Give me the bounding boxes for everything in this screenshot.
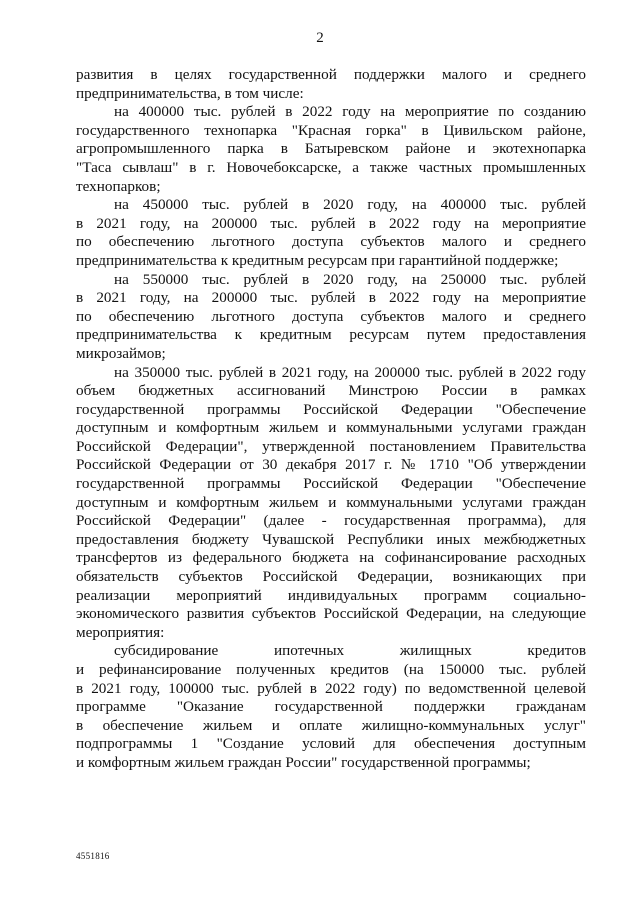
- text-line: доступным и комфортным жильем и коммунальными услугами граждан: [76, 493, 586, 511]
- page-number: 2: [316, 30, 324, 46]
- text-line: предпринимательства к кредитным ресурсам путем предоставления: [76, 326, 586, 344]
- text-line: технопарков;: [76, 177, 161, 195]
- text-line: Российской Федерации", утвержденной постановлением Правительства: [76, 437, 586, 455]
- text-line: и рефинансирование полученных кредитов (на 150000 тыс. рублей: [76, 661, 586, 678]
- text-line: объем бюджетных ассигнований Минстрою России в рамках: [76, 382, 586, 400]
- text-line: предоставления бюджету Чувашской Республики иных межбюджетных: [76, 530, 586, 548]
- text-line: Российской Федерации от 30 декабря 2017 г. № 1710 "Об утверждении: [76, 456, 586, 474]
- text-line: и комфортным жильем граждан России" государственной программы;: [76, 753, 531, 771]
- text-line: на 550000 тыс. рублей в 2020 году, на 250000 тыс. рублей: [114, 270, 586, 288]
- text-line: в обеспечение жильем и оплате жилищно-коммунальных услуг": [76, 716, 586, 734]
- text-line: предпринимательства к кредитным ресурсам при гарантийной поддержке;: [76, 251, 559, 269]
- text-line: в 2021 году, 100000 тыс. рублей в 2022 году) по ведомственной целевой: [76, 679, 586, 697]
- paragraph-intro: [76, 66, 586, 103]
- paragraph-technopark: [76, 103, 586, 196]
- text-line: микрозаймов;: [76, 344, 166, 362]
- paragraph-mortgage-subsidy: [76, 642, 586, 772]
- text-line: доступным и комфортным жильем и коммунальными услугами граждан: [76, 419, 586, 437]
- text-line: по обеспечению льготного доступа субъектов малого и среднего: [76, 233, 586, 251]
- text-line: на 350000 тыс. рублей в 2021 году, на 200000 тыс. рублей в 2022 году: [114, 363, 586, 381]
- text-line: на 400000 тыс. рублей в 2022 году на мероприятие по созданию: [114, 103, 586, 121]
- text-line: реализации мероприятий индивидуальных программ социально-: [76, 586, 586, 604]
- text-line: в 2021 году, на 200000 тыс. рублей в 2022 году на мероприятие: [76, 214, 586, 232]
- text-line: в 2021 году, на 200000 тыс. рублей в 2022 году на мероприятие: [76, 289, 586, 307]
- text-line: развития в целях государственной поддержки малого и среднего: [76, 66, 586, 83]
- text-line: на 450000 тыс. рублей в 2020 году, на 400000 тыс. рублей: [114, 196, 586, 214]
- text-line: предпринимательства, в том числе:: [76, 84, 304, 102]
- text-line: трансфертов из федерального бюджета на софинансирование расходных: [76, 549, 586, 567]
- text-line: субсидирование ипотечных жилищных кредитов: [114, 642, 586, 660]
- text-line: подпрограммы 1 "Создание условий для обеспечения доступным: [76, 735, 586, 753]
- document-code: 4551816: [76, 851, 110, 861]
- text-line: государственной программы Российской Федерации "Обеспечение: [76, 400, 586, 418]
- text-line: мероприятия:: [76, 623, 165, 641]
- text-line: экономического развития субъектов Российской Федерации, на следующие: [76, 605, 586, 623]
- paragraph-microloans: [76, 271, 586, 364]
- text-line: обязательств субъектов Российской Федерации, возникающих при: [76, 568, 586, 586]
- text-line: "Таса сывлаш" в г. Новочебоксарске, а также частных промышленных: [76, 158, 586, 176]
- paragraph-guarantee-support: [76, 196, 586, 270]
- paragraph-minstroy-allocations: [76, 364, 586, 643]
- text-line: государственного технопарка "Красная горка" в Цивильском районе,: [76, 121, 586, 139]
- text-line: по обеспечению льготного доступа субъектов малого и среднего: [76, 307, 586, 325]
- text-line: государственной программы Российской Федерации "Обеспечение: [76, 475, 586, 493]
- text-line: агропромышленного парка в Батыревском районе и экотехнопарка: [76, 140, 586, 158]
- text-line: Российской Федерации" (далее - государственная программа), для: [76, 512, 586, 530]
- text-line: программе "Оказание государственной поддержки гражданам: [76, 698, 586, 716]
- document-body: [76, 66, 586, 773]
